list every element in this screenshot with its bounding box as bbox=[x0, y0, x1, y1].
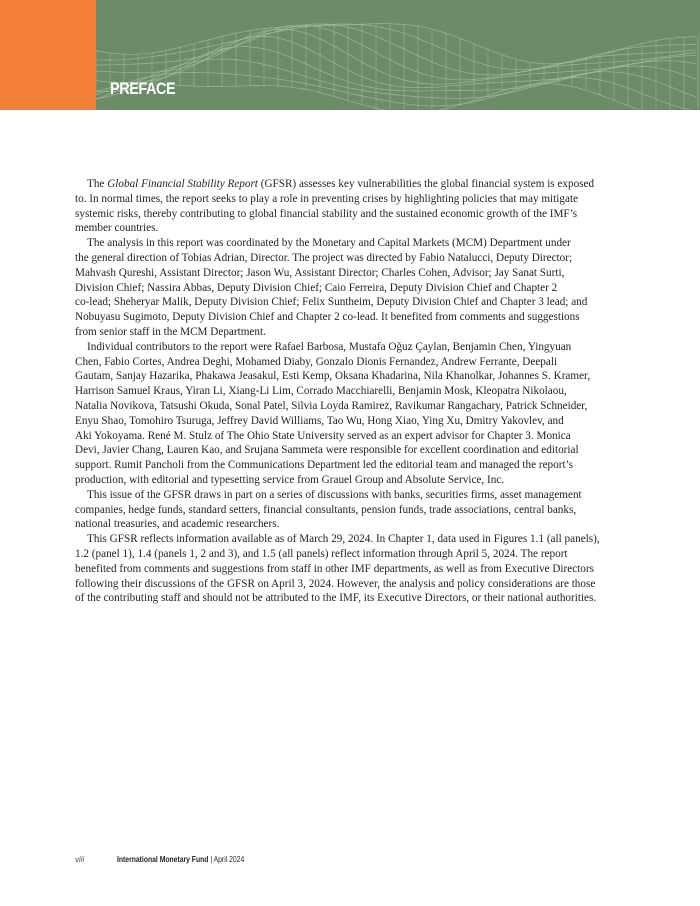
paragraph bbox=[75, 177, 635, 236]
text-line: systemic risks, thereby contributing to global financial stability and the sustained economic growth of the IMF’s bbox=[75, 207, 578, 220]
text-line: Mahvash Qureshi, Assistant Director; Jason Wu, Assistant Director; Charles Cohen, Advisor; Jay Sanat Surti, bbox=[75, 266, 565, 279]
text-line: Division Chief; Nassira Abbas, Deputy Division Chief; Caio Ferreira, Deputy Division Chief and Chapter 2 bbox=[75, 281, 558, 294]
text-line: The analysis in this report was coordinated by the Monetary and Capital Markets (MCM) Department under bbox=[87, 237, 571, 250]
footer-separator: | bbox=[208, 855, 214, 864]
text-line: Gautam, Sanjay Hazarika, Phakawa Jeasakul, Esti Kemp, Oksana Khadarina, Nila Khanolkar, Johannes S. Kramer, bbox=[75, 370, 591, 383]
text-segment: (GFSR) assesses key vulnerabilities the global financial system is exposed bbox=[257, 178, 595, 190]
text-line: Chen, Fabio Cortes, Andrea Deghi, Mohamed Diaby, Gonzalo Dionis Fernandez, Andrew Ferrante, Deepali bbox=[75, 355, 558, 368]
text-line: to. In normal times, the report seeks to play a role in preventing crises by highlighting policies that may mitigate bbox=[75, 192, 579, 205]
text-line: Natalia Novikova, Tatsushi Okuda, Sonal Patel, Silvia Loyda Ramirez, Ravikumar Rangachary, Patrick Schneider, bbox=[75, 399, 588, 412]
paragraph bbox=[75, 236, 635, 340]
text-line bbox=[75, 177, 635, 192]
publisher: International Monetary Fund bbox=[117, 855, 209, 864]
text-line: benefited from comments and suggestions from staff in other IMF departments, as well as from Executive Directors bbox=[75, 562, 594, 575]
wireframe-graphic bbox=[96, 0, 700, 110]
page-title: PREFACE bbox=[110, 79, 176, 98]
text-line: 1.2 (panel 1), 1.4 (panels 1, 2 and 3), and 1.5 (all panels) reflect information through April 5, 2024. The report bbox=[75, 547, 568, 560]
text-line: national treasuries, and academic researchers. bbox=[75, 518, 280, 531]
text-line: Aki Yokoyama. René M. Stulz of The Ohio State University served as an expert advisor for Chapter 3. Monica bbox=[75, 429, 571, 442]
text-segment: The bbox=[87, 178, 108, 190]
preface-body bbox=[75, 177, 635, 606]
text-line: Individual contributors to the report were Rafael Barbosa, Mustafa Oğuz Çaylan, Benjamin Chen, Yingyuan bbox=[87, 340, 572, 353]
paragraph bbox=[75, 532, 635, 606]
text-line: support. Rumit Pancholi from the Communications Department led the editorial team and managed the report’s bbox=[75, 459, 574, 472]
text-line: Enyu Shao, Tomohiro Tsuruga, Jeffrey David Williams, Tao Wu, Hong Xiao, Ying Xu, Dmitry Yakovlev, and bbox=[75, 414, 564, 427]
running-footer bbox=[117, 855, 244, 864]
text-line: production, with editorial and typesetting service from Grauel Group and Absolute Service, Inc. bbox=[75, 473, 505, 486]
page-number: viii bbox=[75, 855, 85, 864]
text-line: the general direction of Tobias Adrian, Director. The project was directed by Fabio Natalucci, Deputy Director; bbox=[75, 251, 573, 264]
report-title-italic: Global Financial Stability Report bbox=[107, 178, 258, 190]
text-line: of the contributing staff and should not be attributed to the IMF, its Executive Directors, or their national authorities. bbox=[75, 592, 597, 605]
text-line: from senior staff in the MCM Department. bbox=[75, 325, 266, 338]
text-line: following their discussions of the GFSR on April 3, 2024. However, the analysis and policy considerations are those bbox=[75, 577, 596, 590]
paragraph bbox=[75, 340, 635, 488]
publication-date: April 2024 bbox=[213, 855, 245, 864]
accent-block bbox=[0, 0, 96, 110]
text-line: This GFSR reflects information available as of March 29, 2024. In Chapter 1, data used in Figures 1.1 (all panels), bbox=[87, 533, 600, 546]
header-banner bbox=[0, 0, 700, 110]
text-line: Devi, Javier Chang, Lauren Kao, and Srujana Sammeta were responsible for excellent coordination and editorial bbox=[75, 444, 579, 457]
text-line: co-lead; Sheheryar Malik, Deputy Division Chief; Felix Suntheim, Deputy Division Chief and Chapter 3 lead; and bbox=[75, 296, 588, 309]
text-line: Harrison Samuel Kraus, Yiran Li, Xiang-Li Lim, Corrado Macchiarelli, Benjamin Mosk, Kleopatra Nikolaou, bbox=[75, 385, 567, 398]
paragraph bbox=[75, 488, 635, 532]
text-line: Nobuyasu Sugimoto, Deputy Division Chief and Chapter 2 co-lead. It benefited from comments and suggestions bbox=[75, 311, 580, 324]
text-line: member countries. bbox=[75, 222, 159, 235]
text-line: companies, hedge funds, standard setters, financial consultants, pension funds, trade associations, central banks, bbox=[75, 503, 577, 516]
text-line: This issue of the GFSR draws in part on a series of discussions with banks, securities firms, asset management bbox=[87, 488, 582, 501]
